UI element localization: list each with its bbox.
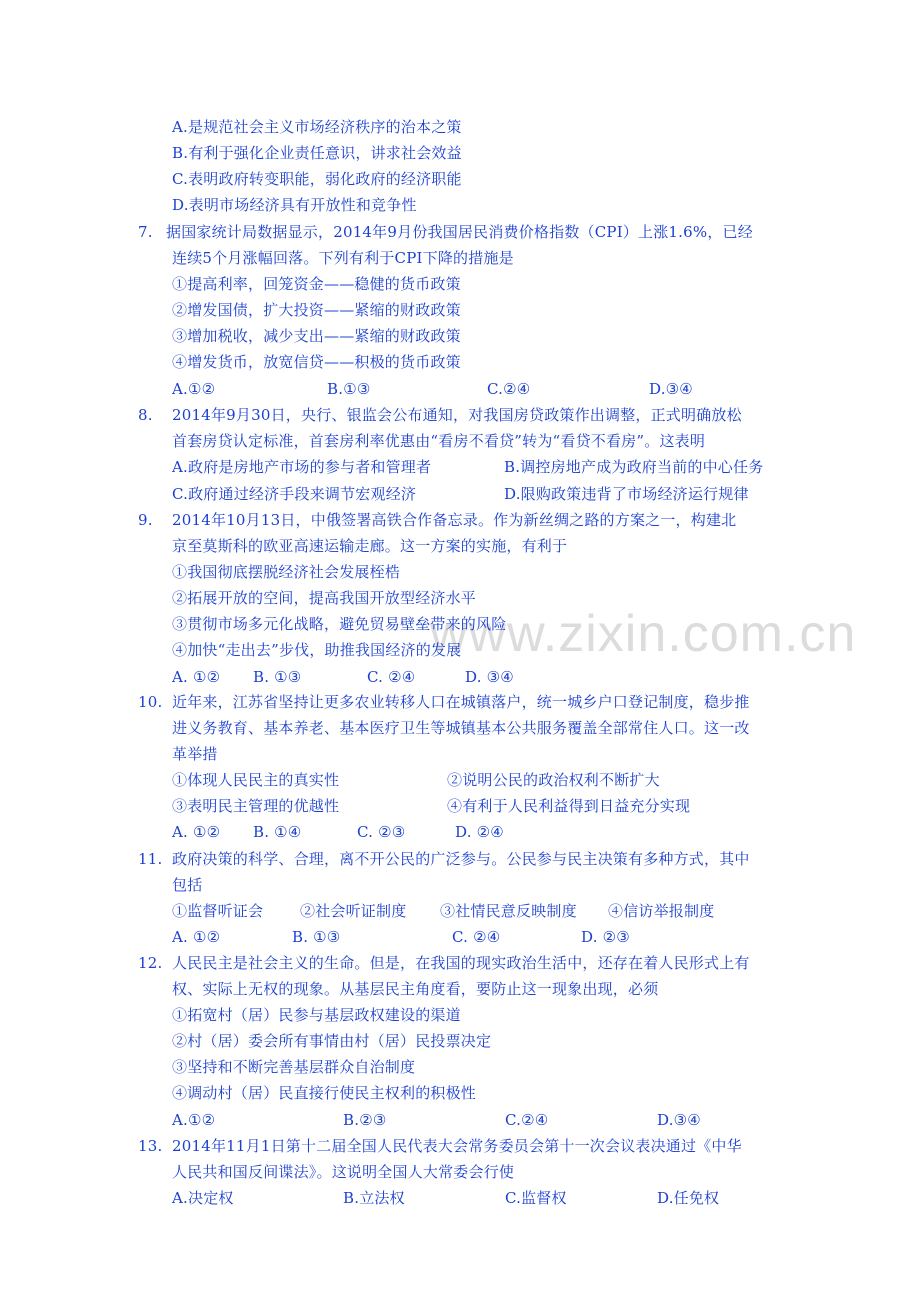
q6-option-c: C.表明政府转变职能，弱化政府的经济职能 bbox=[172, 170, 462, 188]
q8-option-a: A.政府是房地产市场的参与者和管理者 bbox=[172, 458, 432, 476]
q10-statement-2: ②说明公民的政治权利不断扩大 bbox=[447, 771, 660, 789]
q10-option-d: D. ②④ bbox=[455, 823, 504, 841]
q8-stem-line1: 2014年9月30日，央行、银监会公布通知，对我国房贷政策作出调整，正式明确放松 bbox=[172, 406, 742, 424]
q6-option-a: A.是规范社会主义市场经济秩序的治本之策 bbox=[172, 118, 462, 136]
q9-statement-4: ④加快“走出去”步伐，助推我国经济的发展 bbox=[172, 641, 462, 659]
q8-option-d: D.限购政策违背了市场经济运行规律 bbox=[504, 485, 749, 503]
q13-option-c: C.监督权 bbox=[505, 1189, 567, 1207]
q10-statement-4: ④有利于人民利益得到日益充分实现 bbox=[447, 797, 691, 815]
q11-stem-line2: 包括 bbox=[172, 876, 203, 894]
q10-stem-line1: 近年来，江苏省坚持让更多农业转移人口在城镇落户，统一城乡户口登记制度，稳步推 bbox=[172, 693, 750, 711]
q11-stem-line1: 政府决策的科学、合理，离不开公民的广泛参与。公民参与民主决策有多种方式，其中 bbox=[172, 850, 750, 868]
q7-statement-1: ①提高利率，回笼资金——稳健的货币政策 bbox=[172, 275, 461, 293]
q6-option-d: D.表明市场经济具有开放性和竞争性 bbox=[172, 196, 417, 214]
q12-stem-line1: 人民民主是社会主义的生命。但是，在我国的现实政治生活中，还存在着人民形式上有 bbox=[172, 954, 750, 972]
q7-stem-line2: 连续5个月涨幅回落。下列有利于CPI下降的措施是 bbox=[172, 249, 514, 267]
q7-statement-3: ③增加税收，减少支出——紧缩的财政政策 bbox=[172, 327, 461, 345]
q11-option-b: B. ①③ bbox=[292, 928, 341, 946]
q11-option-c: C. ②④ bbox=[452, 928, 501, 946]
q13-number: 13. bbox=[138, 1137, 163, 1155]
q10-statement-1: ①体现人民民主的真实性 bbox=[172, 771, 340, 789]
q12-option-d: D.③④ bbox=[657, 1111, 701, 1129]
q9-option-d: D. ③④ bbox=[465, 668, 514, 686]
q12-statement-1: ①拓宽村（居）民参与基层政权建设的渠道 bbox=[172, 1006, 461, 1024]
q12-option-b: B.②③ bbox=[343, 1111, 387, 1129]
q10-option-c: C. ②③ bbox=[357, 823, 406, 841]
q12-option-a: A.①② bbox=[172, 1111, 216, 1129]
q9-statement-1: ①我国彻底摆脱经济社会发展桎梏 bbox=[172, 563, 401, 581]
q8-option-c: C.政府通过经济手段来调节宏观经济 bbox=[172, 485, 417, 503]
q13-stem-line2: 人民共和国反间谍法》。这说明全国人大常委会行使 bbox=[172, 1163, 515, 1181]
q7-statement-2: ②增发国债，扩大投资——紧缩的财政政策 bbox=[172, 301, 461, 319]
q7-stem-line1: 据国家统计局数据显示，2014年9月份我国居民消费价格指数（CPI）上涨1.6%，已经 bbox=[166, 223, 753, 241]
q7-statement-4: ④增发货币，放宽信贷——积极的货币政策 bbox=[172, 353, 461, 371]
q9-option-c: C. ②④ bbox=[367, 668, 416, 686]
q12-statement-4: ④调动村（居）民直接行使民主权利的积极性 bbox=[172, 1084, 477, 1102]
q12-option-c: C.②④ bbox=[505, 1111, 549, 1129]
q10-statement-3: ③表明民主管理的优越性 bbox=[172, 797, 340, 815]
q13-option-a: A.决定权 bbox=[172, 1189, 234, 1207]
q9-statement-2: ②拓展开放的空间，提高我国开放型经济水平 bbox=[172, 589, 477, 607]
q11-statement-3: ③社情民意反映制度 bbox=[440, 902, 577, 920]
q8-number: 8. bbox=[138, 406, 153, 424]
q10-option-b: B. ①④ bbox=[253, 823, 302, 841]
q11-option-a: A. ①② bbox=[172, 928, 221, 946]
q7-option-c: C.②④ bbox=[487, 380, 531, 398]
q8-option-b: B.调控房地产成为政府当前的中心任务 bbox=[504, 458, 764, 476]
q10-option-a: A. ①② bbox=[172, 823, 221, 841]
q9-statement-3: ③贯彻市场多元化战略，避免贸易壁垒带来的风险 bbox=[172, 615, 507, 633]
q11-statement-4: ④信访举报制度 bbox=[608, 902, 715, 920]
q9-option-b: B. ①③ bbox=[253, 668, 302, 686]
q12-stem-line2: 权、实际上无权的现象。从基层民主角度看，要防止这一现象出现，必须 bbox=[172, 980, 659, 998]
q12-statement-2: ②村（居）委会所有事情由村（居）民投票决定 bbox=[172, 1032, 492, 1050]
q12-number: 12. bbox=[138, 954, 163, 972]
q8-stem-line2: 首套房贷认定标准，首套房利率优惠由“看房不看贷”转为“看贷不看房”。这表明 bbox=[172, 432, 706, 450]
q13-option-b: B.立法权 bbox=[343, 1189, 405, 1207]
q7-number: 7. bbox=[138, 223, 153, 241]
q9-number: 9. bbox=[138, 511, 153, 529]
q11-option-d: D. ②③ bbox=[581, 928, 630, 946]
q9-stem-line2: 京至莫斯科的欧亚高速运输走廊。这一方案的实施，有利于 bbox=[172, 537, 568, 555]
q7-option-d: D.③④ bbox=[649, 380, 693, 398]
q7-option-a: A.①② bbox=[172, 380, 216, 398]
q9-option-a: A. ①② bbox=[172, 668, 221, 686]
q13-option-d: D.任免权 bbox=[657, 1189, 720, 1207]
q13-stem-line1: 2014年11月1日第十二届全国人民代表大会常务委员会第十一次会议表决通过《中华 bbox=[172, 1137, 742, 1155]
q11-number: 11. bbox=[138, 850, 163, 868]
watermark: www.zixin.com.cn bbox=[430, 605, 857, 663]
q11-statement-1: ①监督听证会 bbox=[172, 902, 264, 920]
q10-stem-line2: 进义务教育、基本养老、基本医疗卫生等城镇基本公共服务覆盖全部常住人口。这一改 bbox=[172, 719, 750, 737]
q7-option-b: B.①③ bbox=[327, 380, 371, 398]
q10-stem-line3: 革举措 bbox=[172, 745, 218, 763]
q10-number: 10. bbox=[138, 693, 163, 711]
q6-option-b: B.有利于强化企业责任意识，讲求社会效益 bbox=[172, 144, 462, 162]
q11-statement-2: ②社会听证制度 bbox=[300, 902, 407, 920]
q9-stem-line1: 2014年10月13日，中俄签署高铁合作备忘录。作为新丝绸之路的方案之一，构建北 bbox=[172, 511, 737, 529]
q12-statement-3: ③坚持和不断完善基层群众自治制度 bbox=[172, 1058, 416, 1076]
